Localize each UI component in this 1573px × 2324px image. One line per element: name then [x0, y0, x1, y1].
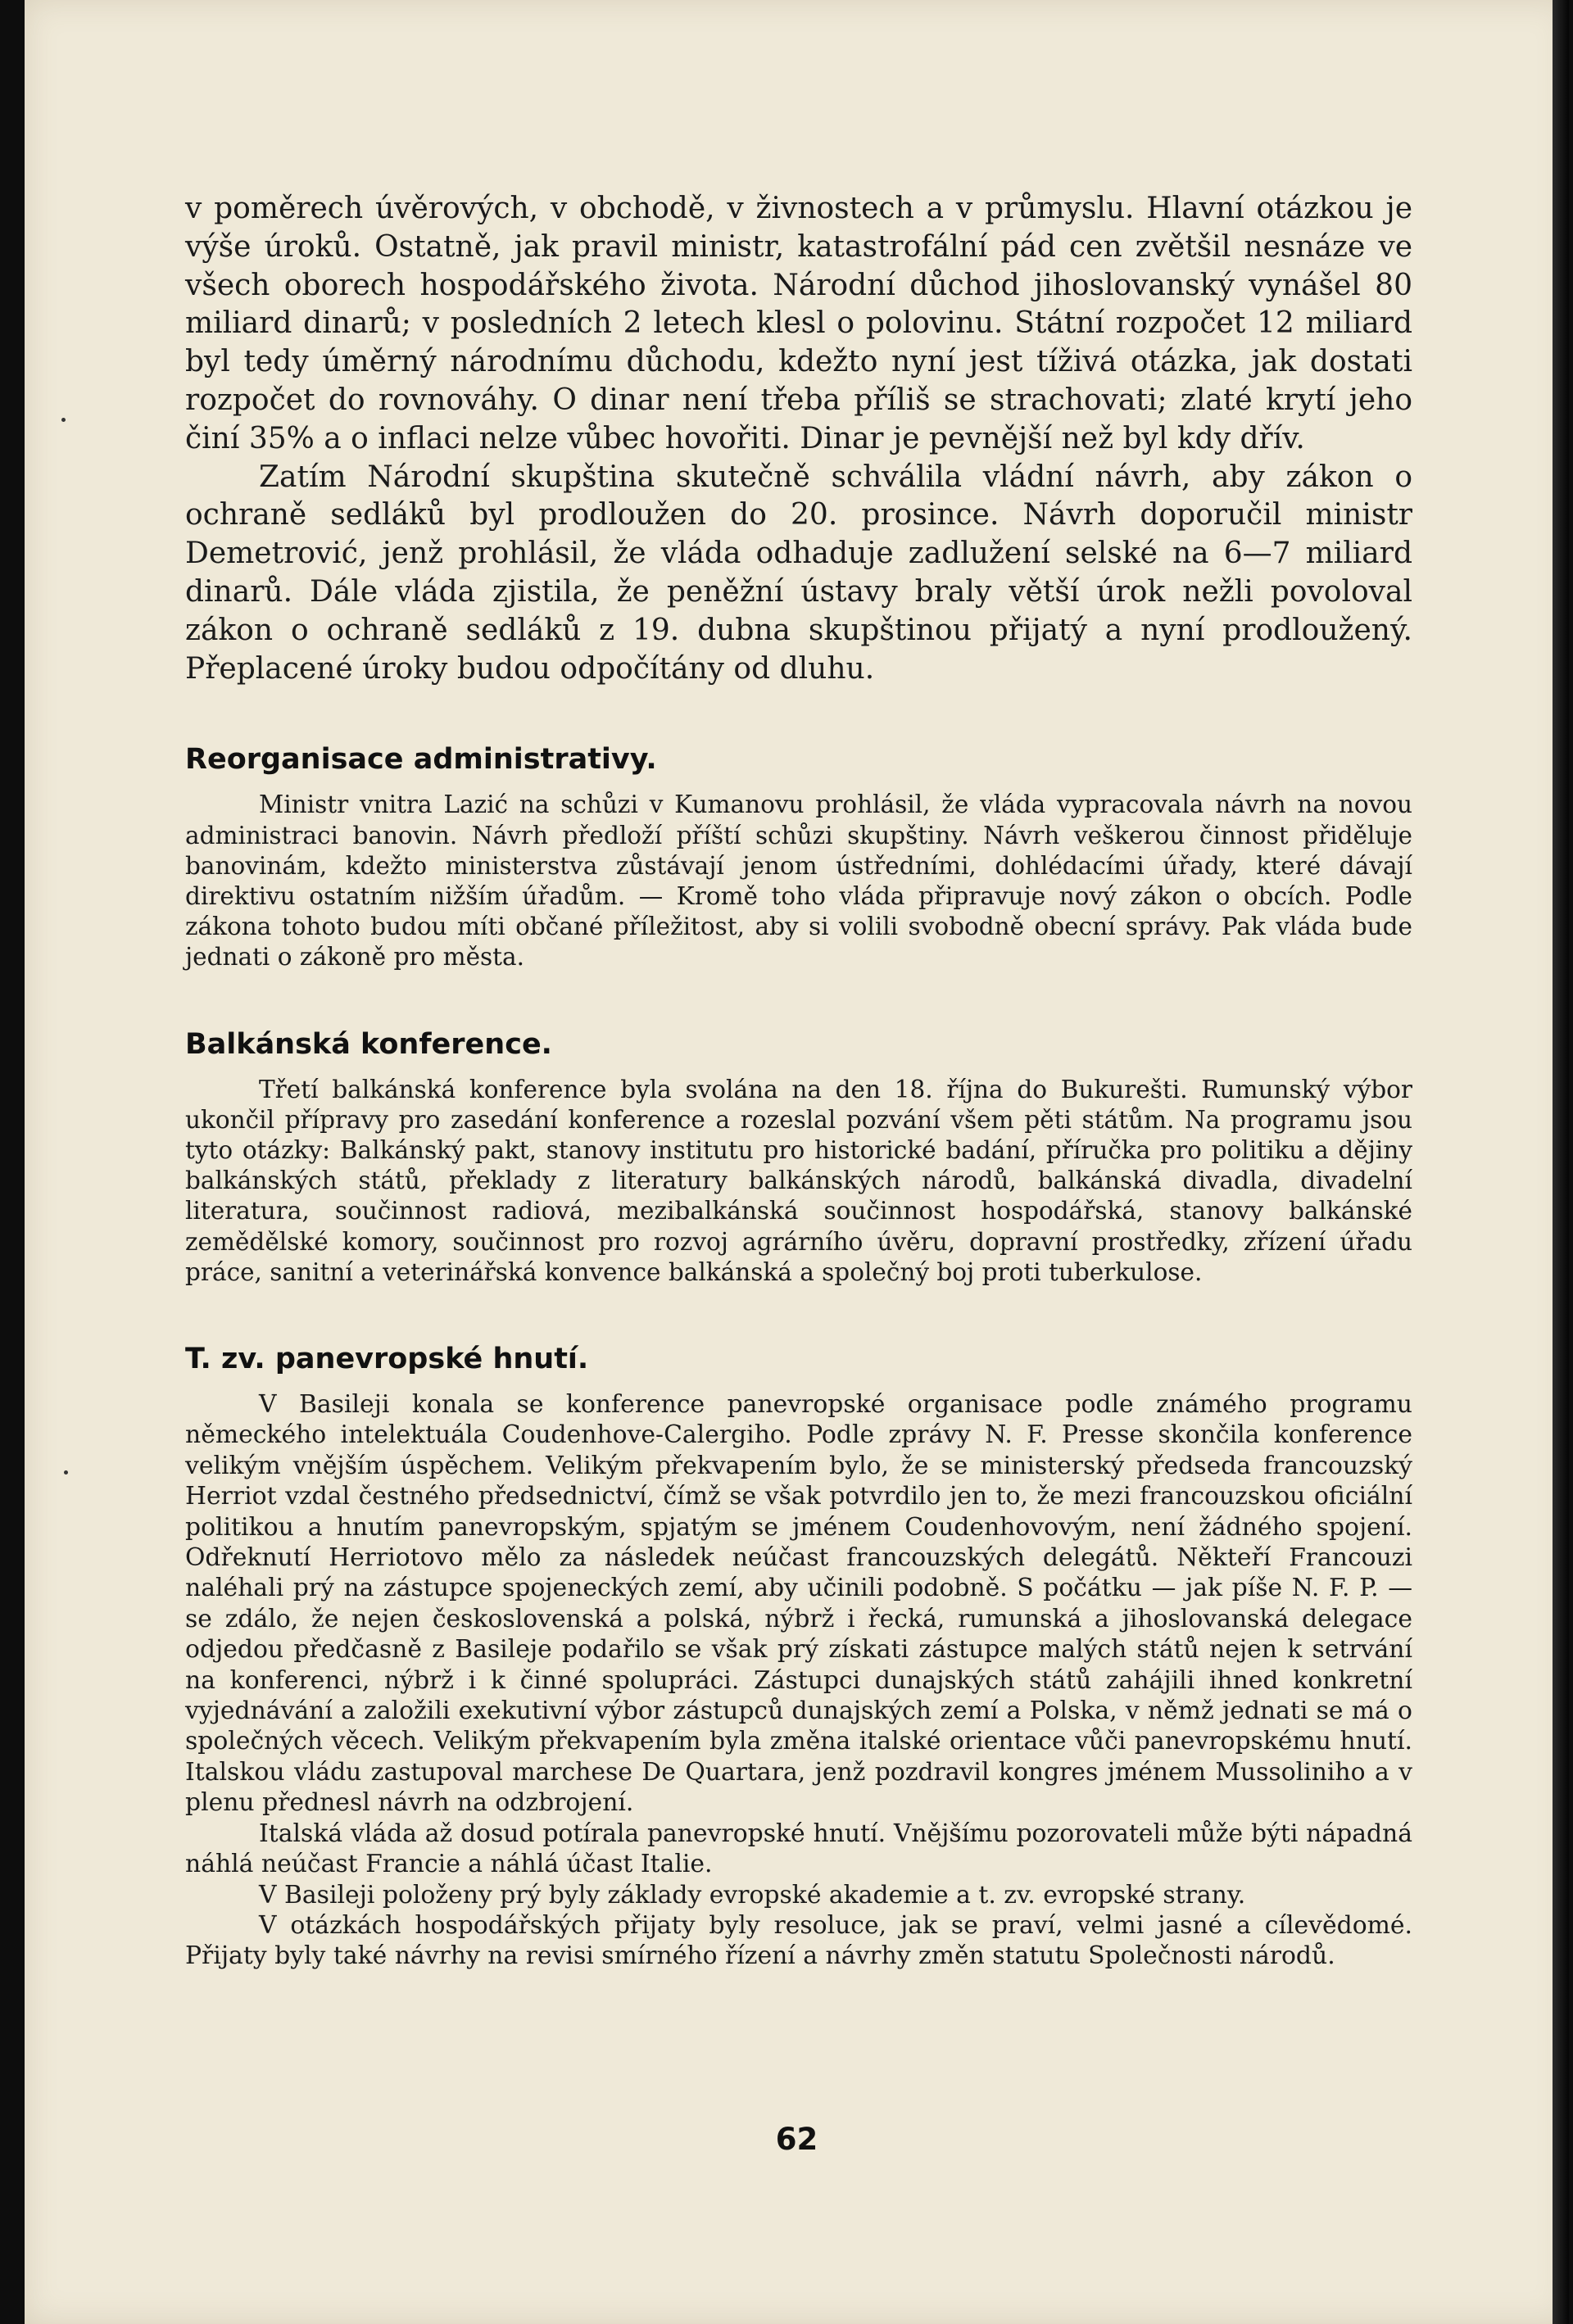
section-paragraph: Italská vláda až dosud potírala panevropské hnutí. Vnějšímu pozorovateli může býti nápadná náhlá neúčast Francie a náhlá účast Italie. [185, 1819, 1412, 1879]
section-paragraph: V Basileji položeny prý byly základy evropské akademie a t. zv. evropské strany. [259, 1880, 1246, 1909]
document-page [25, 0, 1569, 2324]
article-content [185, 190, 1412, 1972]
paper-speck [64, 1470, 68, 1475]
page-number: 62 [775, 2122, 818, 2157]
section-panevropske-hnuti [185, 1340, 1412, 1972]
section-heading: T. zv. panevropské hnutí. [185, 1343, 589, 1375]
section-heading: Balkánská konference. [185, 1027, 552, 1061]
section-balkanska-konference [185, 1026, 1412, 1288]
section-reorganisace [185, 741, 1412, 972]
lead-paragraph: Zatím Národní skupština skutečně schválila vládní návrh, aby zákon o ochraně sedláků byl prodloužen do 20. prosince. Návrh doporučil ministr Demetrović, jenž prohlásil, že vláda odhaduje zadlužení selské na 6—7 miliard dinarů. Dále vláda zjistila, že peněžní ústavy braly větší úrok nežli povoloval zákon o ochraně sedláků z 19. dubna skupštinou přijatý a nyní prodloužený. Přeplacené úroky budou odpočítány od dluhu. [185, 460, 1412, 686]
page-binding-edge [1553, 0, 1569, 2324]
paper-speck [61, 418, 66, 422]
section-heading: Reorganisace administrativy. [185, 743, 657, 777]
section-paragraph: V Basileji konala se konference panevropské organisace podle známého programu německého intelektuála Coudenhove-Calergiho. Podle zprávy N. F. Presse skončila konference velikým vnějším úspěchem. Velikým překvapením bylo, že se ministerský předseda francouzský Herriot vzdal čestného předsednictví, čímž se však potvrdilo jen to, že mezi francouzskou oficiální politikou a hnutím panevropským, spjatým se jménem Coudenhovovým, není žádného spojení. Odřeknutí Herriotovo mělo za následek neúčast francouzských delegátů. Někteří Francouzi naléhali prý na zástupce spojeneckých zemí, aby učinili podobně. S počátku — jak píše N. F. P. — se zdálo, že nejen československá a polská, nýbrž i řecká, rumunská a jihoslovanská delegace odjedou předčasně z Basileje podařilo se však prý získati zástupce malých států nejen k setrvání na konferenci, nýbrž i k činné spolupráci. Zástupci dunajských států zahájili ihned konkretní vyjednávání a založili exekutivní výbor zástupců dunajských zemí a Polska, v němž jednati se má o společných věcech. Velikým překvapením byla změna italské orientace vůči panevropskému hnutí. Italskou vládu zastupoval marchese De Quartara, jenž pozdravil kongres jménem Mussoliniho a v plenu přednesl návrh na odzbrojení. [185, 1390, 1412, 1818]
lead-block [185, 190, 1412, 688]
lead-paragraph: v poměrech úvěrových, v obchodě, v živnostech a v průmyslu. Hlavní otázkou je výše úroků. Ostatně, jak pravil ministr, katastrofální pád cen zvětšil nesnáze ve všech oborech hospodářského života. Národní důchod jihoslovanský vynášel 80 miliard dinarů; v posledních 2 letech klesl o polovinu. Státní rozpočet 12 miliard byl tedy úměrný národnímu důchodu, kdežto nyní jest tíživá otázka, jak dostati rozpočet do rovnováhy. O dinar není třeba příliš se strachovati; zlaté krytí jeho činí 35% a o inflaci nelze vůbec hovořiti. Dinar je pevnější než byl kdy dřív. [185, 192, 1412, 455]
section-paragraph: Třetí balkánská konference byla svolána na den 18. října do Bukurešti. Rumunský výbor ukončil přípravy pro zasedání konference a rozeslal pozvání všem pěti státům. Na programu jsou tyto otázky: Balkánský pakt, stanovy institutu pro historické badání, příručka pro politiku a dějiny balkánských států, překlady z literatury balkánských národů, balkánská divadla, divadelní literatura, součinnost radiová, mezibalkánská součinnost hospodářská, stanovy balkánské zemědělské komory, součinnost pro rozvoj agrárního úvěru, dopravní prostředky, zřízení úřadu práce, sanitní a veterinářská konvence balkánská a společný boj proti tuberkulose. [185, 1075, 1412, 1286]
section-paragraph: V otázkách hospodářských přijaty byly resoluce, jak se praví, velmi jasné a cílevědomé. Přijaty byly také návrhy na revisi smírného řízení a návrhy změn statutu Společnosti národů. [185, 1910, 1412, 1971]
section-paragraph: Ministr vnitra Lazić na schůzi v Kumanovu prohlásil, že vláda vypracovala návrh na novou administraci banovin. Návrh předloží příští schůzi skupštiny. Návrh veškerou činnost přiděluje banovinám, kdežto ministerstva zůstávají jenom ústředními, dohlédacími úřady, které dávají direktivu ostatním nižším úřadům. — Kromě toho vláda připravuje nový zákon o obcích. Podle zákona tohoto budou míti občané příležitost, aby si volili svobodně obecní správy. Pak vláda bude jednati o zákoně pro města. [185, 791, 1412, 972]
